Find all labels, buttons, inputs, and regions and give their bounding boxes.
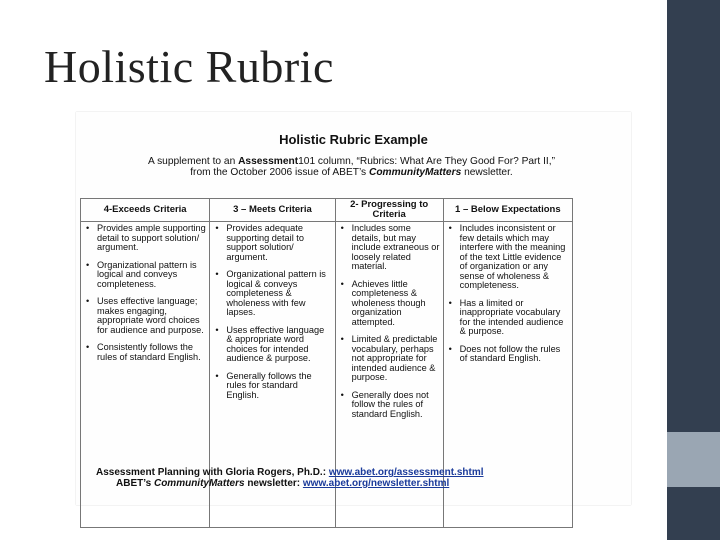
criterion-item: • Organizational pattern is logical and conveys completeness. [84,261,207,290]
subtitle-prefix: A supplement to an [148,156,239,167]
footer-text-1: Assessment Planning with Gloria Rogers, Ph.D.: [96,467,329,478]
criterion-item: • Limited & predictable vocabulary, perhaps not appropriate for intended audience & purpose. [339,335,441,383]
criterion-item: • Uses effective language & appropriate word choices for intended audience & purpose. [213,326,332,364]
criterion-item: • Does not follow the rules of standard English. [447,345,570,364]
footer-italic-2: CommunityMatters [153,478,245,489]
slide-title: Holistic Rubric [44,41,334,92]
column-header-2: 2- Progressing to Criteria [335,199,443,222]
document-title: Holistic Rubric Example [279,132,428,147]
criterion-item: • Generally does not follow the rules of standard English. [339,391,441,420]
criterion-item: • Includes some details, but may include extraneous or loosely related material. [339,224,441,272]
side-accent [667,432,720,487]
footer-line-1 [96,467,616,478]
subtitle-bold: Assessment [238,156,299,167]
document-subtitle [94,156,609,178]
criterion-item: • Provides adequate supporting detail to support solution/ argument. [213,224,332,262]
criterion-item: • Provides ample supporting detail to support solution/ argument. [84,224,207,253]
criterion-item: • Includes inconsistent or few details which may interfere with the meaning of the text Little evidence of organization or any sense of wholeness & completeness. [447,224,570,291]
criterion-item: • Organizational pattern is logical & conveys completeness & wholeness with few lapses. [213,270,332,318]
column-header-4: 4-Exceeds Criteria [81,199,210,222]
criterion-item: • Generally follows the rules for standard English. [213,372,332,401]
rubric-header-row [81,199,573,222]
subtitle-line2-prefix: from the October 2006 issue of ABET’s [190,167,369,178]
subtitle-suffix: 101 column, “Rubrics: What Are They Good For? Part II,” [298,156,555,167]
column-header-3: 3 – Meets Criteria [210,199,335,222]
footer-prefix-2: ABET’s [116,478,154,489]
footer-line-2 [96,478,616,489]
rubric-document [76,112,631,505]
column-header-1: 1 – Below Expectations [443,199,572,222]
footer-text-2: newsletter: [244,478,303,489]
criterion-item: • Achieves little completeness & wholeness though organization attempted. [339,280,441,328]
newsletter-link[interactable]: www.abet.org/newsletter.shtml [302,478,450,489]
assessment-link[interactable]: www.abet.org/assessment.shtml [328,467,484,478]
subtitle-line2-italic: CommunityMatters [368,167,462,178]
criterion-item: • Uses effective language; makes engaging, appropriate word choices for audience and purpose. [84,297,207,335]
document-footer [96,467,616,489]
criterion-item: • Consistently follows the rules of standard English. [84,343,207,362]
subtitle-line2-suffix: newsletter. [461,167,513,178]
criterion-item: • Has a limited or inappropriate vocabulary for the intended audience & purpose. [447,299,570,337]
